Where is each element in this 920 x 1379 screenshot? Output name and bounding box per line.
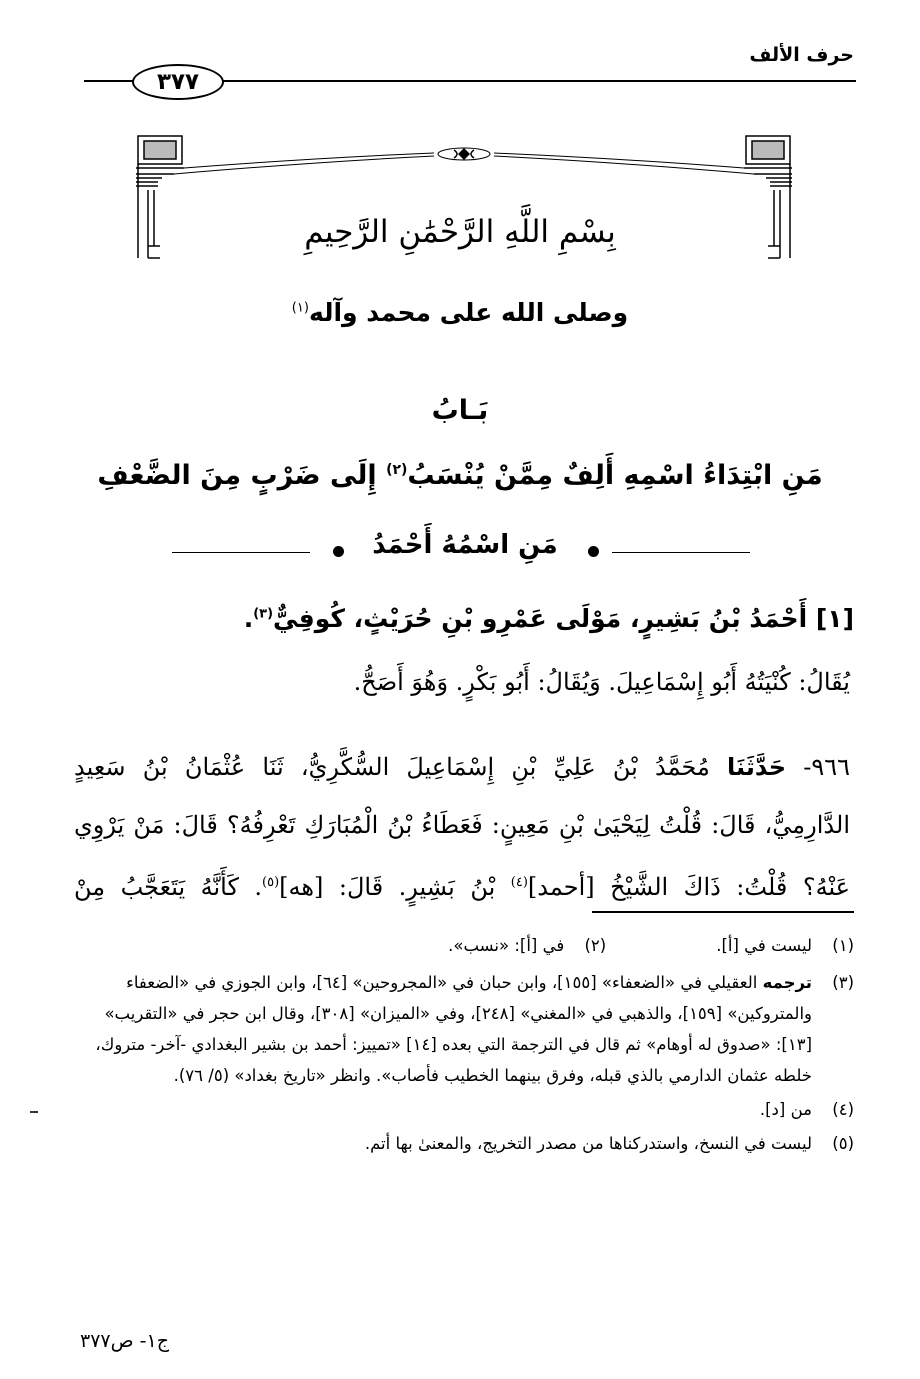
bullet-dot-icon bbox=[588, 546, 599, 557]
hadith-line bbox=[74, 854, 850, 916]
salawat-text: وصلى الله على محمد وآله bbox=[308, 298, 629, 327]
footnote-text: ليست في [أ]. bbox=[716, 936, 812, 955]
footnote-ref-5: (٥) bbox=[262, 875, 280, 890]
footnote-text: في [أ]: «نسب». bbox=[448, 936, 565, 955]
footnote-number: (٣) bbox=[832, 973, 854, 992]
footnote-4 bbox=[80, 1094, 854, 1125]
margin-mark bbox=[30, 1111, 38, 1113]
footnote-ref-2: (٢) bbox=[386, 462, 408, 478]
entry-heading bbox=[70, 604, 854, 633]
chapter-title bbox=[60, 460, 860, 491]
footnote-lead: ترجمه bbox=[762, 973, 812, 992]
footnote-number: (٤) bbox=[832, 1100, 854, 1119]
footnote-5 bbox=[80, 1128, 854, 1159]
kunya-line: يُقَالُ: كُنْيَتُهُ أَبُو إِسْمَاعِيلَ. وَيُقَالُ: أَبُو بَكْرٍ. وَهُوَ أَصَحُّ. bbox=[353, 668, 850, 696]
footnote-ref-1: (١) bbox=[291, 300, 309, 316]
footnote-ref-4: (٤) bbox=[510, 875, 528, 890]
hadith-line-3b: بْنُ بَشِيرٍ. قَالَ: [هه] bbox=[279, 873, 511, 901]
bab-heading: بَـابُ bbox=[431, 395, 489, 426]
floral-emblem-icon bbox=[454, 148, 474, 160]
basmala: بِسْمِ اللَّهِ الرَّحْمَٰنِ الرَّحِيمِ bbox=[304, 214, 616, 250]
footnote-rule bbox=[592, 911, 854, 913]
entry-number: [١] bbox=[815, 604, 854, 633]
bullet-dot-icon bbox=[333, 546, 344, 557]
salawat-line bbox=[0, 298, 920, 327]
subheading-rule-left bbox=[172, 552, 310, 553]
footnote-number: (١) bbox=[832, 936, 854, 955]
hadith-line-1: مُحَمَّدُ بْنُ عَلِيِّ بْنِ إِسْمَاعِيلَ السُّكَّرِيُّ، ثَنَا عُثْمَانُ بْنُ سَعِيدٍ bbox=[74, 753, 728, 781]
printer-signature: ج١- ص٣٧٧ bbox=[80, 1330, 169, 1352]
footnote-text: ليست في النسخ، واستدركناها من مصدر التخريج، والمعنىٰ بها أتم. bbox=[364, 1134, 812, 1153]
chapter-title-part1: مَنِ ابْتِدَاءُ اسْمِهِ أَلِفٌ مِمَّنْ يُنْسَبُ bbox=[407, 460, 823, 491]
footnote-1 bbox=[716, 930, 854, 961]
subheading bbox=[0, 530, 920, 570]
footnote-ref-3: (٣) bbox=[253, 606, 274, 622]
hadith-text bbox=[74, 738, 850, 916]
page-number: ٣٧٧ bbox=[132, 64, 224, 100]
subheading-rule-right bbox=[612, 552, 750, 553]
footnote-number: (٢) bbox=[584, 936, 607, 955]
chapter-title-part2: إِلَى ضَرْبٍ مِنَ الضَّعْفِ bbox=[97, 460, 387, 491]
footnotes bbox=[80, 930, 854, 1162]
footnote-text bbox=[80, 967, 812, 1091]
hadith-line bbox=[74, 738, 850, 796]
footnote-text: من [د]. bbox=[759, 1100, 812, 1119]
footnote-row-1-2 bbox=[80, 930, 854, 964]
hadith-line-3a: عَنْهُ؟ قُلْتُ: ذَاكَ الشَّيْخُ [أحمد] bbox=[527, 873, 850, 901]
hadith-line-3c: . كَأَنَّهُ يَتَعَجَّبُ مِنْ bbox=[74, 873, 263, 901]
footnote-2 bbox=[448, 930, 606, 961]
running-title: حرف الألف bbox=[749, 44, 854, 66]
footnote-body: العقيلي في «الضعفاء» [١٥٥]، وابن حبان في «المجروحين» [٦٤]، وابن الجوزي في «الضعفاء والمتروكين» [١٥٩]، والذهبي في «المغني» [٢٤٨]، وفي «الميزان» [٣٠٨]، وقال ابن حجر في «التقريب» [١٣]: «صدوق له أوهام» ثم قال في الترجمة التي بعده [١٤] «تمييز: أحمد بن بشير البغدادي -آخر- متروك، خلطه عثمان الدارمي بالذي قبله، وفرق بينهما الخطيب فأصاب». وانظر «تاريخ بغداد» (٥/ ٧٦). bbox=[95, 973, 812, 1085]
subheading-text: مَنِ اسْمُهُ أَحْمَدُ bbox=[372, 530, 558, 560]
hadith-number: ٩٦٦- bbox=[803, 753, 850, 781]
footnote-3 bbox=[80, 967, 854, 1091]
entry-end: . bbox=[243, 604, 254, 633]
hadith-line-2: الدَّارِمِيُّ، قَالَ: قُلْتُ لِيَحْيَىٰ بْنِ مَعِينٍ: فَعَطَاءُ بْنُ الْمُبَارَكِ تَعْرِفُهُ؟ قَالَ: مَنْ يَرْوِي bbox=[74, 811, 850, 839]
entry-name: أَحْمَدُ بْنُ بَشِيرٍ، مَوْلَى عَمْرِو بْنِ حُرَيْثٍ، كُوفِيٌّ bbox=[273, 604, 816, 633]
footnote-number: (٥) bbox=[832, 1134, 854, 1153]
haddathana: حَدَّثَنَا bbox=[727, 753, 787, 781]
